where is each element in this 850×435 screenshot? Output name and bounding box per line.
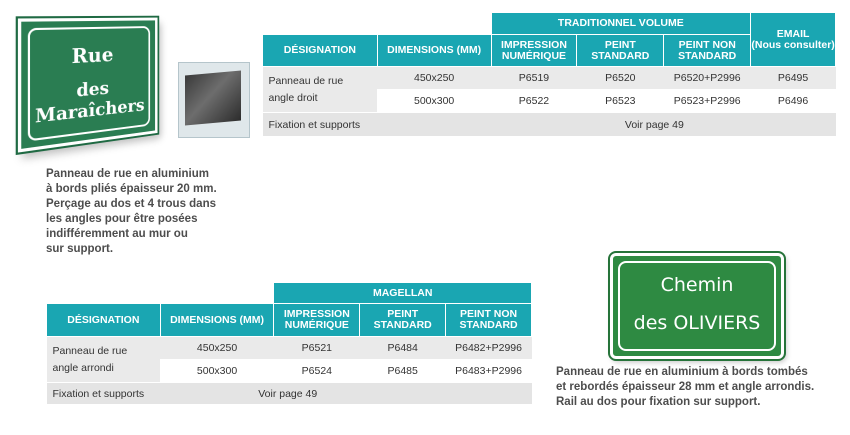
sign-line-1: Chemin: [660, 274, 734, 296]
header-dimensions: DIMENSIONS (MM): [377, 35, 491, 67]
description-aluminium-plie: [46, 167, 266, 257]
fixation-value: Voir page 49: [160, 383, 531, 405]
peint-standard-cell: P6484: [360, 337, 446, 360]
header-designation: DÉSIGNATION: [263, 35, 378, 67]
header-impression: IMPRESSION NUMÉRIQUE: [274, 304, 360, 337]
desc-line: Rail au dos pour fixation sur support.: [556, 396, 761, 408]
impression-cell: P6521: [274, 337, 360, 360]
table-row: [47, 337, 532, 360]
designation-line-2: angle droit: [268, 91, 318, 104]
table-row-fixation: [263, 113, 836, 137]
header-email-label: EMAIL: [776, 27, 810, 40]
peint-non-standard-cell: P6482+P2996: [446, 337, 532, 360]
header-impression: IMPRESSION NUMÉRIQUE: [491, 35, 577, 67]
impression-cell: P6522: [491, 90, 577, 113]
desc-line: indifféremment au mur ou: [46, 228, 188, 240]
header-dimensions: DIMENSIONS (MM): [160, 304, 274, 337]
desc-line: sur support.: [46, 243, 114, 255]
email-cell: P6495: [751, 67, 836, 90]
table-magellan: [46, 282, 532, 405]
header-email-sub: (Nous consulter): [751, 38, 835, 51]
dim-cell: 500x300: [160, 360, 274, 383]
desc-line: les angles pour être posées: [46, 213, 198, 225]
designation-line-1: Panneau de rue: [52, 344, 128, 357]
fixation-label: Fixation et supports: [47, 383, 161, 405]
impression-cell: P6524: [274, 360, 360, 383]
header-peint-standard: PEINT STANDARD: [577, 35, 664, 67]
designation-cell: [47, 337, 161, 383]
table-row-fixation: [47, 383, 532, 405]
desc-line: Perçage au dos et 4 trous dans: [46, 198, 217, 210]
email-cell: P6496: [751, 90, 836, 113]
group-header-magellan: MAGELLAN: [274, 283, 532, 304]
street-sign-rue-des-maraichers: [18, 18, 158, 153]
fixation-value: Voir page 49: [377, 113, 835, 137]
peint-non-standard-cell: P6483+P2996: [446, 360, 532, 383]
dim-cell: 450x250: [160, 337, 274, 360]
sign-back-photo: [178, 62, 250, 138]
impression-cell: P6519: [491, 67, 577, 90]
description-aluminium-tombe: [556, 365, 846, 410]
table-row: [263, 67, 836, 90]
sign-line-2: des OLIVIERS: [633, 312, 761, 334]
designation-line-2: angle arrondi: [52, 361, 114, 374]
table-traditionnel-volume: [262, 12, 836, 137]
peint-standard-cell: P6523: [577, 90, 664, 113]
designation-cell: [263, 67, 378, 113]
desc-line: à bords pliés épaisseur 20 mm.: [46, 183, 217, 195]
peint-standard-cell: P6485: [360, 360, 446, 383]
desc-line: Panneau de rue en aluminium: [46, 168, 209, 180]
header-peint-non-standard: PEINT NON STANDARD: [446, 304, 532, 337]
dim-cell: 500x300: [377, 90, 491, 113]
group-header-traditionnel: TRADITIONNEL VOLUME: [491, 13, 751, 35]
sign-line-1: Rue: [71, 42, 114, 69]
peint-non-standard-cell: P6520+P2996: [664, 67, 751, 90]
dim-cell: 450x250: [377, 67, 491, 90]
header-peint-non-standard: PEINT NON STANDARD: [664, 35, 751, 67]
peint-standard-cell: P6520: [577, 67, 664, 90]
header-designation: DÉSIGNATION: [47, 304, 161, 337]
header-peint-standard: PEINT STANDARD: [360, 304, 446, 337]
desc-line: et rebordés épaisseur 28 mm et angle arrondis.: [556, 381, 815, 393]
street-sign-chemin-des-oliviers: [610, 253, 784, 359]
designation-line-1: Panneau de rue: [268, 74, 344, 87]
desc-line: Panneau de rue en aluminium à bords tombés: [556, 366, 808, 378]
fixation-label: Fixation et supports: [263, 113, 378, 137]
peint-non-standard-cell: P6523+P2996: [664, 90, 751, 113]
sign-line-2: des Maraîchers: [35, 77, 145, 128]
sign-back-plate: [185, 71, 241, 126]
header-email: [751, 13, 836, 67]
